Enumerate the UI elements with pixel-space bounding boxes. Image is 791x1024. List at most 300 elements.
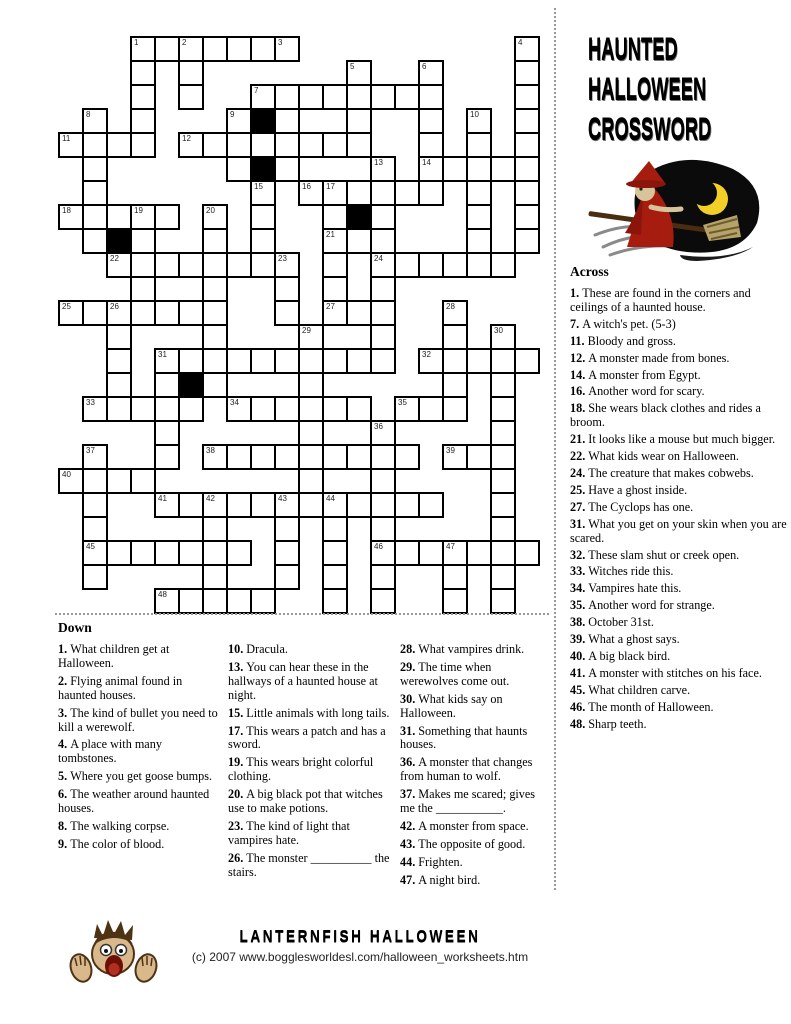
grid-cell[interactable] (178, 540, 204, 566)
grid-cell[interactable] (226, 36, 252, 62)
grid-cell[interactable] (514, 228, 540, 254)
clue-40-across: 40. A big black bird. (570, 648, 671, 663)
grid-cell[interactable] (106, 540, 132, 566)
grid-cell[interactable] (418, 60, 444, 86)
down-clue-column-1 (58, 643, 220, 892)
grid-cell[interactable] (490, 156, 516, 182)
grid-cell[interactable] (370, 588, 396, 614)
clue-14-across: 14. A monster from Egypt. (570, 367, 701, 382)
grid-cell[interactable] (418, 108, 444, 134)
grid-cell[interactable] (226, 132, 252, 158)
grid-cell[interactable] (178, 36, 204, 62)
clue-34-across: 34. Vampires hate this. (570, 581, 682, 596)
clue-37-down: 37. Makes me scared; gives me the ___________. (400, 787, 536, 816)
cell-number: 30 (494, 326, 503, 335)
clue-9-down: 9. The color of blood. (58, 836, 165, 851)
title-line-2: HALLOWEEN (588, 71, 707, 106)
grid-cell[interactable] (442, 540, 468, 566)
grid-cell[interactable] (82, 396, 108, 422)
grid-cell[interactable] (82, 204, 108, 230)
grid-cell[interactable] (202, 324, 228, 350)
grid-cell[interactable] (274, 396, 300, 422)
grid-cell[interactable] (346, 60, 372, 86)
grid-cell[interactable] (178, 396, 204, 422)
grid-cell[interactable] (202, 204, 228, 230)
clue-3-down: 3. The kind of bullet you need to kill a werewolf. (58, 705, 218, 734)
grid-cell[interactable] (130, 60, 156, 86)
grid-cell[interactable] (130, 84, 156, 110)
grid-cell[interactable] (250, 132, 276, 158)
grid-cell[interactable] (130, 252, 156, 278)
grid-cell[interactable] (298, 84, 324, 110)
grid-cell[interactable] (442, 156, 468, 182)
grid-cell[interactable] (442, 300, 468, 326)
grid-cell[interactable] (274, 444, 300, 470)
grid-cell[interactable] (226, 252, 252, 278)
cell-number: 1 (134, 38, 139, 47)
grid-cell[interactable] (154, 540, 180, 566)
grid-cell[interactable] (418, 252, 444, 278)
grid-cell[interactable] (490, 396, 516, 422)
across-heading: Across (570, 264, 609, 279)
grid-cell[interactable] (58, 204, 84, 230)
grid-cell[interactable] (442, 588, 468, 614)
grid-cell[interactable] (370, 228, 396, 254)
grid-cell[interactable] (58, 132, 84, 158)
grid-cell[interactable] (130, 108, 156, 134)
grid-cell[interactable] (466, 108, 492, 134)
grid-cell[interactable] (82, 444, 108, 470)
clue-8-down: 8. The walking corpse. (58, 818, 170, 833)
grid-cell[interactable] (322, 516, 348, 542)
grid-cell[interactable] (346, 108, 372, 134)
cell-number: 46 (374, 542, 383, 551)
grid-cell[interactable] (322, 588, 348, 614)
grid-cell[interactable] (322, 348, 348, 374)
grid-cell[interactable] (106, 348, 132, 374)
grid-cell[interactable] (322, 276, 348, 302)
cell-number: 36 (374, 422, 383, 431)
grid-cell[interactable] (322, 84, 348, 110)
down-clue-column-2 (228, 643, 392, 892)
grid-cell[interactable] (370, 84, 396, 110)
grid-cell[interactable] (130, 468, 156, 494)
grid-cell[interactable] (106, 396, 132, 422)
grid-cell[interactable] (154, 372, 180, 398)
clue-35-across: 35. Another word for strange. (570, 598, 715, 613)
grid-cell[interactable] (490, 540, 516, 566)
grid-cell[interactable] (226, 396, 252, 422)
grid-cell[interactable] (466, 540, 492, 566)
grid-cell[interactable] (154, 396, 180, 422)
grid-cell[interactable] (346, 228, 372, 254)
grid-cell[interactable] (514, 540, 540, 566)
clue-32-across: 32. These slam shut or creek open. (570, 547, 740, 562)
grid-cell[interactable] (154, 252, 180, 278)
cell-number: 22 (110, 254, 119, 263)
grid-cell[interactable] (346, 132, 372, 158)
grid-cell[interactable] (274, 348, 300, 374)
grid-cell[interactable] (394, 492, 420, 518)
grid-cell[interactable] (202, 348, 228, 374)
grid-cell[interactable] (442, 348, 468, 374)
grid-cell[interactable] (250, 396, 276, 422)
grid-cell[interactable] (130, 276, 156, 302)
cell-number: 42 (206, 494, 215, 503)
cell-number: 5 (350, 62, 355, 71)
clue-33-across: 33. Witches ride this. (570, 564, 674, 579)
grid-cell[interactable] (442, 564, 468, 590)
grid-cell[interactable] (346, 84, 372, 110)
grid-cell[interactable] (82, 180, 108, 206)
witch-on-broom-icon (585, 155, 770, 272)
grid-cell[interactable] (514, 132, 540, 158)
grid-cell[interactable] (346, 180, 372, 206)
grid-cell[interactable] (322, 492, 348, 518)
grid-cell[interactable] (178, 252, 204, 278)
grid-cell[interactable] (130, 228, 156, 254)
grid-cell[interactable] (394, 180, 420, 206)
clue-15-down: 15. Little animals with long tails. (228, 705, 390, 720)
grid-cell[interactable] (274, 276, 300, 302)
grid-cell[interactable] (130, 300, 156, 326)
grid-cell[interactable] (106, 372, 132, 398)
grid-cell[interactable] (274, 540, 300, 566)
grid-cell[interactable] (466, 252, 492, 278)
grid-cell[interactable] (322, 564, 348, 590)
grid-cell[interactable] (202, 444, 228, 470)
grid-cell[interactable] (490, 516, 516, 542)
grid-cell[interactable] (370, 324, 396, 350)
grid-cell-black (178, 372, 204, 398)
clue-7-across: 7. A witch's pet. (5-3) (570, 316, 676, 331)
grid-cell[interactable] (82, 156, 108, 182)
clue-29-down: 29. The time when werewolves come out. (400, 659, 510, 688)
grid-cell[interactable] (202, 516, 228, 542)
clue-36-down: 36. A monster that changes from human to wolf. (400, 755, 533, 784)
grid-cell[interactable] (298, 372, 324, 398)
cell-number: 3 (278, 38, 283, 47)
grid-cell[interactable] (274, 84, 300, 110)
grid-cell[interactable] (298, 444, 324, 470)
grid-cell[interactable] (298, 348, 324, 374)
cell-number: 19 (134, 206, 143, 215)
grid-cell[interactable] (154, 588, 180, 614)
grid-cell[interactable] (346, 444, 372, 470)
grid-cell[interactable] (274, 564, 300, 590)
grid-cell[interactable] (466, 228, 492, 254)
cell-number: 12 (182, 134, 191, 143)
cell-number: 45 (86, 542, 95, 551)
grid-cell[interactable] (178, 348, 204, 374)
grid-cell[interactable] (514, 348, 540, 374)
down-heading: Down (58, 620, 92, 635)
grid-cell[interactable] (274, 132, 300, 158)
grid-cell[interactable] (82, 564, 108, 590)
grid-cell[interactable] (130, 36, 156, 62)
grid-cell[interactable] (370, 276, 396, 302)
grid-cell[interactable] (514, 180, 540, 206)
grid-cell[interactable] (274, 516, 300, 542)
grid-cell[interactable] (514, 108, 540, 134)
grid-cell[interactable] (130, 204, 156, 230)
grid-cell[interactable] (442, 372, 468, 398)
grid-cell[interactable] (130, 540, 156, 566)
grid-cell[interactable] (370, 540, 396, 566)
grid-cell[interactable] (322, 444, 348, 470)
grid-cell[interactable] (178, 492, 204, 518)
crossword-grid (58, 36, 540, 614)
grid-cell[interactable] (394, 444, 420, 470)
grid-cell[interactable] (106, 300, 132, 326)
grid-cell[interactable] (226, 156, 252, 182)
grid-cell[interactable] (202, 540, 228, 566)
grid-cell[interactable] (418, 348, 444, 374)
grid-cell[interactable] (202, 228, 228, 254)
clue-26-down: 26. The monster __________ the stairs. (228, 850, 390, 879)
clue-41-across: 41. A monster with stitches on his face. (570, 665, 762, 680)
grid-cell[interactable] (298, 492, 324, 518)
grid-cell[interactable] (346, 348, 372, 374)
grid-cell[interactable] (442, 396, 468, 422)
grid-cell[interactable] (490, 468, 516, 494)
grid-cell[interactable] (202, 132, 228, 158)
grid-cell[interactable] (178, 84, 204, 110)
cell-number: 24 (374, 254, 383, 263)
grid-cell[interactable] (226, 588, 252, 614)
grid-cell[interactable] (514, 36, 540, 62)
grid-cell[interactable] (370, 420, 396, 446)
grid-cell[interactable] (298, 396, 324, 422)
grid-cell[interactable] (370, 180, 396, 206)
grid-cell[interactable] (82, 492, 108, 518)
grid-cell[interactable] (226, 540, 252, 566)
title-line-1: HAUNTED (588, 31, 678, 66)
grid-cell[interactable] (274, 36, 300, 62)
grid-cell[interactable] (346, 492, 372, 518)
grid-cell[interactable] (490, 588, 516, 614)
grid-cell[interactable] (322, 180, 348, 206)
grid-cell[interactable] (394, 396, 420, 422)
grid-cell[interactable] (154, 300, 180, 326)
grid-cell[interactable] (250, 348, 276, 374)
grid-cell[interactable] (370, 204, 396, 230)
clue-1-across: 1. These are found in the corners and ceilings of a haunted house. (570, 286, 751, 314)
grid-cell[interactable] (58, 468, 84, 494)
grid-cell[interactable] (250, 252, 276, 278)
grid-cell[interactable] (130, 396, 156, 422)
grid-cell[interactable] (346, 300, 372, 326)
grid-cell[interactable] (370, 564, 396, 590)
grid-cell[interactable] (466, 180, 492, 206)
grid-cell[interactable] (106, 132, 132, 158)
grid-cell[interactable] (130, 132, 156, 158)
clue-16-across: 16. Another word for scary. (570, 384, 705, 399)
grid-cell[interactable] (82, 540, 108, 566)
grid-cell[interactable] (370, 516, 396, 542)
cell-number: 35 (398, 398, 407, 407)
grid-cell[interactable] (322, 540, 348, 566)
cell-number: 40 (62, 470, 71, 479)
grid-cell[interactable] (250, 492, 276, 518)
grid-cell[interactable] (154, 444, 180, 470)
grid-cell[interactable] (442, 324, 468, 350)
grid-cell[interactable] (514, 204, 540, 230)
grid-cell[interactable] (178, 300, 204, 326)
grid-cell[interactable] (106, 468, 132, 494)
grid-cell[interactable] (370, 492, 396, 518)
grid-cell[interactable] (298, 132, 324, 158)
grid-cell[interactable] (322, 300, 348, 326)
grid-cell[interactable] (418, 540, 444, 566)
grid-cell[interactable] (178, 132, 204, 158)
grid-cell[interactable] (514, 84, 540, 110)
grid-cell[interactable] (154, 36, 180, 62)
grid-cell[interactable] (346, 396, 372, 422)
grid-cell[interactable] (250, 444, 276, 470)
grid-cell[interactable] (154, 420, 180, 446)
grid-cell[interactable] (274, 300, 300, 326)
grid-cell[interactable] (226, 444, 252, 470)
grid-cell[interactable] (250, 204, 276, 230)
grid-cell-black (250, 108, 276, 134)
cell-number: 37 (86, 446, 95, 455)
grid-cell[interactable] (466, 204, 492, 230)
grid-cell[interactable] (274, 252, 300, 278)
grid-cell[interactable] (442, 444, 468, 470)
grid-cell[interactable] (490, 444, 516, 470)
grid-cell[interactable] (82, 132, 108, 158)
grid-cell[interactable] (82, 108, 108, 134)
cell-number: 4 (518, 38, 523, 47)
grid-cell[interactable] (322, 252, 348, 278)
grid-cell[interactable] (490, 348, 516, 374)
grid-cell[interactable] (394, 84, 420, 110)
grid-cell[interactable] (322, 228, 348, 254)
grid-cell[interactable] (106, 204, 132, 230)
grid-cell[interactable] (298, 324, 324, 350)
grid-cell[interactable] (418, 132, 444, 158)
grid-cell[interactable] (82, 300, 108, 326)
grid-cell[interactable] (466, 156, 492, 182)
grid-cell[interactable] (82, 228, 108, 254)
grid-cell[interactable] (418, 156, 444, 182)
grid-cell[interactable] (298, 180, 324, 206)
cell-number: 43 (278, 494, 287, 503)
grid-cell[interactable] (178, 60, 204, 86)
clue-4-down: 4. A place with many tombstones. (58, 737, 162, 766)
grid-cell[interactable] (418, 492, 444, 518)
grid-cell[interactable] (250, 588, 276, 614)
scared-boy-icon (64, 916, 164, 995)
grid-cell[interactable] (490, 324, 516, 350)
cell-number: 18 (62, 206, 71, 215)
clue-31-across: 31. What you get on your skin when you are scared. (570, 516, 787, 545)
grid-cell[interactable] (370, 468, 396, 494)
grid-cell[interactable] (514, 60, 540, 86)
grid-cell[interactable] (322, 132, 348, 158)
grid-cell[interactable] (202, 36, 228, 62)
grid-cell[interactable] (514, 156, 540, 182)
grid-cell[interactable] (154, 492, 180, 518)
grid-cell[interactable] (298, 468, 324, 494)
grid-cell[interactable] (82, 468, 108, 494)
grid-cell[interactable] (202, 252, 228, 278)
grid-cell[interactable] (298, 420, 324, 446)
grid-cell[interactable] (490, 420, 516, 446)
clue-2-down: 2. Flying animal found in haunted houses. (58, 673, 183, 702)
grid-cell[interactable] (370, 156, 396, 182)
grid-cell[interactable] (370, 444, 396, 470)
copyright-line: (c) 2007 www.bogglesworldesl.com/halloween_worksheets.htm (191, 950, 529, 964)
grid-cell-black (106, 228, 132, 254)
grid-cell[interactable] (82, 516, 108, 542)
clue-30-down: 30. What kids say on Halloween. (400, 691, 503, 720)
grid-cell[interactable] (490, 492, 516, 518)
grid-cell[interactable] (370, 252, 396, 278)
grid-cell[interactable] (274, 156, 300, 182)
grid-cell[interactable] (274, 492, 300, 518)
grid-cell[interactable] (202, 372, 228, 398)
grid-cell[interactable] (202, 492, 228, 518)
grid-cell[interactable] (442, 252, 468, 278)
grid-cell[interactable] (250, 180, 276, 206)
clue-5-down: 5. Where you get goose bumps. (58, 769, 213, 784)
horizontal-dotted-divider (55, 613, 549, 615)
grid-cell[interactable] (466, 132, 492, 158)
grid-cell[interactable] (394, 252, 420, 278)
down-clue-columns (58, 643, 550, 892)
grid-cell[interactable] (202, 564, 228, 590)
grid-cell[interactable] (106, 324, 132, 350)
grid-cell[interactable] (250, 36, 276, 62)
grid-cell[interactable] (202, 300, 228, 326)
grid-cell[interactable] (466, 348, 492, 374)
cell-number: 32 (422, 350, 431, 359)
clue-31-down: 31. Something that haunts houses. (400, 723, 528, 752)
grid-cell[interactable] (322, 204, 348, 230)
grid-cell[interactable] (154, 204, 180, 230)
grid-cell[interactable] (106, 252, 132, 278)
clue-38-across: 38. October 31st. (570, 615, 654, 630)
grid-cell[interactable] (178, 588, 204, 614)
clue-43-down: 43. The opposite of good. (400, 836, 526, 851)
grid-cell[interactable] (322, 396, 348, 422)
grid-cell[interactable] (250, 84, 276, 110)
grid-cell[interactable] (250, 228, 276, 254)
grid-cell[interactable] (58, 300, 84, 326)
grid-cell[interactable] (202, 276, 228, 302)
grid-cell[interactable] (490, 564, 516, 590)
grid-cell[interactable] (274, 108, 300, 134)
grid-cell[interactable] (466, 444, 492, 470)
grid-cell[interactable] (394, 540, 420, 566)
grid-cell[interactable] (226, 492, 252, 518)
grid-cell[interactable] (418, 396, 444, 422)
grid-cell[interactable] (226, 108, 252, 134)
grid-cell[interactable] (226, 348, 252, 374)
grid-cell[interactable] (490, 372, 516, 398)
grid-cell[interactable] (490, 252, 516, 278)
across-clue-list (570, 287, 789, 731)
grid-cell[interactable] (418, 84, 444, 110)
grid-cell[interactable] (202, 588, 228, 614)
grid-cell[interactable] (370, 348, 396, 374)
grid-cell[interactable] (418, 180, 444, 206)
grid-cell[interactable] (154, 348, 180, 374)
cell-number: 47 (446, 542, 455, 551)
grid-cell[interactable] (370, 300, 396, 326)
